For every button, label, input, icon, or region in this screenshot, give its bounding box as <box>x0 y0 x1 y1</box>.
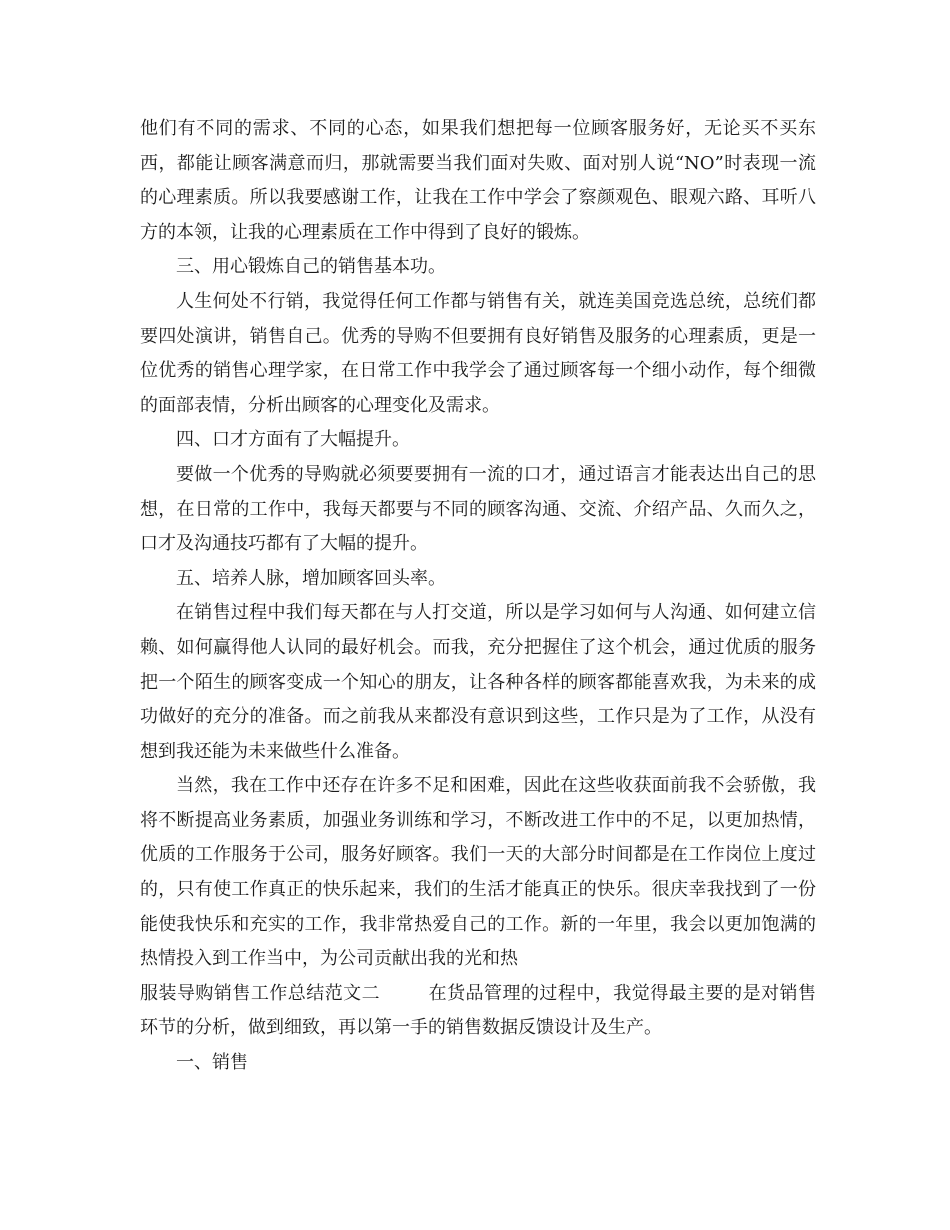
paragraph-5: 要做一个优秀的导购就必须要要拥有一流的口才，通过语言才能表达出自己的思想，在日常的工作中，我每天都要与不同的顾客沟通、交流、介绍产品、久而久之，口才及沟通技巧都有了大幅的提升。 <box>140 463 816 555</box>
paragraph-3: 人生何处不行销，我觉得任何工作都与销售有关，就连美国竞选总统，总统们都要四处演讲，销售自己。优秀的导购不但要拥有良好销售及服务的心理素质，更是一位优秀的销售心理学家，在日常工作中我学会了通过顾客每一个细小动作，每个细微的面部表情，分析出顾客的心理变化及需求。 <box>140 290 816 416</box>
heading-four: 四、口才方面有了大幅提升。 <box>176 429 410 451</box>
section-title: 服装导购销售工作总结范文二 <box>140 982 381 1004</box>
document-body <box>140 112 816 1081</box>
paragraph-7: 在销售过程中我们每天都在与人打交道，所以是学习如何与人沟通、如何建立信赖、如何赢得他人认同的最好机会。而我，充分把握住了这个机会，通过优质的服务把一个陌生的顾客变成一个知心的朋友，让各种各样的顾客都能喜欢我，为未来的成功做好的充分的准备。而之前我从来都没有意识到这些，工作只是为了工作，从没有想到我还能为未来做些什么准备。 <box>140 602 816 762</box>
paragraph-1: 他们有不同的需求、不同的心态，如果我们想把每一位顾客服务好，无论买不买东西，都能让顾客满意而归，那就需要当我们面对失败、面对别人说“NO”时表现一流的心理素质。所以我要感谢工作，让我在工作中学会了察颜观色、眼观六路、耳听八方的本领，让我的心理素质在工作中得到了良好的锻炼。 <box>140 118 816 243</box>
paragraph-8: 当然，我在工作中还存在许多不足和困难，因此在这些收获面前我不会骄傲，我将不断提高业务素质，加强业务训练和学习，不断改进工作中的不足，以更加热情，优质的工作服务于公司，服务好顾客。我们一天的大部分时间都是在工作岗位上度过的，只有使工作真正的快乐起来，我们的生活才能真正的快乐。很庆幸我找到了一份能使我快乐和充实的工作，我非常热爱自己的工作。新的一年里，我会以更加饱满的热情投入到工作当中，为公司贡献出我的光和热 <box>140 775 816 970</box>
heading-three: 三、用心锻炼自己的销售基本功。 <box>176 256 446 278</box>
heading-five: 五、培养人脉，增加顾客回头率。 <box>176 567 446 589</box>
section-intro: 在货品管理的过程中，我觉得最主要的是对销售环节的分析，做到细致，再以第一手的销售数据反馈设计及生产。 <box>140 982 817 1039</box>
heading-sales: 一、销售 <box>176 1052 248 1074</box>
section-two-intro <box>140 977 816 1046</box>
